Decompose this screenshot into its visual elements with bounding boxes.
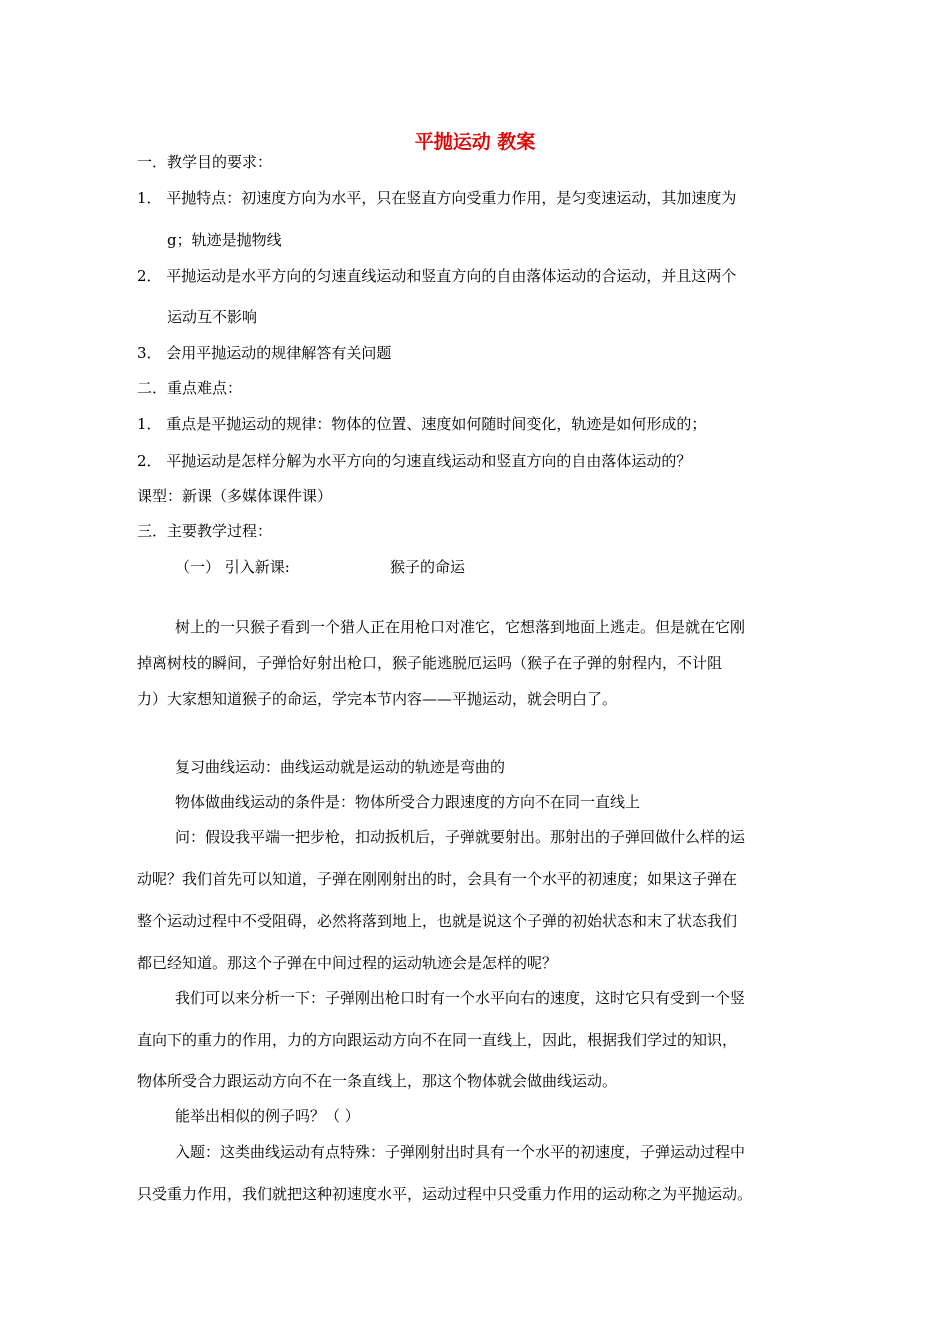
objective-1-line-1: 1． 平抛特点：初速度方向为水平，只在竖直方向受重力作用，是匀变速运动，其加速度为 bbox=[137, 189, 737, 207]
section-heading-process: 三．主要教学过程： bbox=[137, 522, 273, 540]
page-title: 平抛运动 教案 bbox=[414, 131, 536, 153]
analysis-line: 物体所受合力跟运动方向不在一条直线上，那这个物体就会做曲线运动。 bbox=[137, 1072, 618, 1090]
intro-line: 入题：这类曲线运动有点特殊：子弹刚射出时具有一个水平的初速度，子弹运动过程中 bbox=[175, 1143, 746, 1161]
analysis-line: 直向下的重力的作用，力的方向跟运动方向不在同一直线上，因此，根据我们学过的知识， bbox=[137, 1031, 738, 1049]
question-line: 整个运动过程中不受阻碍，必然将落到地上，也就是说这个子弹的初始状态和末了状态我们 bbox=[137, 912, 738, 930]
intro-line: 只受重力作用，我们就把这种初速度水平，运动过程中只受重力作用的运动称之为平抛运动。 bbox=[137, 1185, 753, 1203]
section-heading-objectives: 一．教学目的要求： bbox=[137, 153, 273, 171]
objective-1-line-2: g；轨迹是抛物线 bbox=[167, 231, 282, 249]
question-line: 都已经知道。那这个子弹在中间过程的运动轨迹会是怎样的呢？ bbox=[137, 954, 558, 972]
question-line: 问：假设我平端一把步枪，扣动扳机后，子弹就要射出。那射出的子弹回做什么样的运 bbox=[175, 828, 746, 846]
examples-question: 能举出相似的例子吗？（ ） bbox=[175, 1107, 360, 1125]
subsection-intro-topic: 猴子的命运 bbox=[390, 558, 466, 576]
key-point-1: 1． 重点是平抛运动的规律：物体的位置、速度如何随时间变化，轨迹是如何形成的； bbox=[137, 415, 707, 433]
review-line: 复习曲线运动：曲线运动就是运动的轨迹是弯曲的 bbox=[175, 758, 506, 776]
story-line: 掉离树枝的瞬间，子弹恰好射出枪口，猴子能逃脱厄运吗（猴子在子弹的射程内，不计阻 bbox=[137, 654, 723, 672]
objective-2-line-1: 2． 平抛运动是水平方向的匀速直线运动和竖直方向的自由落体运动的合运动，并且这两个 bbox=[137, 267, 737, 285]
key-point-2: 2． 平抛运动是怎样分解为水平方向的匀速直线运动和竖直方向的自由落体运动的？ bbox=[137, 452, 692, 470]
question-line: 动呢？我们首先可以知道，子弹在刚刚射出的时，会具有一个水平的初速度；如果这子弹在 bbox=[137, 870, 738, 888]
subsection-intro: （一） 引入新课: bbox=[175, 558, 290, 576]
story-line: 力）大家想知道猴子的命运，学完本节内容——平抛运动，就会明白了。 bbox=[137, 690, 618, 708]
objective-3: 3． 会用平抛运动的规律解答有关问题 bbox=[137, 344, 392, 362]
objective-2-line-2: 运动互不影响 bbox=[167, 308, 258, 326]
section-heading-key-points: 二．重点难点： bbox=[137, 379, 243, 397]
review-line: 物体做曲线运动的条件是：物体所受合力跟速度的方向不在同一直线上 bbox=[175, 793, 641, 811]
lesson-type: 课型：新课（多媒体课件课） bbox=[137, 487, 333, 505]
story-paragraph bbox=[137, 609, 815, 717]
story-line: 树上的一只猴子看到一个猎人正在用枪口对准它，它想落到地面上逃走。但是就在它刚 bbox=[175, 618, 746, 636]
analysis-line: 我们可以来分析一下：子弹刚出枪口时有一个水平向右的速度，这时它只有受到一个竖 bbox=[175, 989, 746, 1007]
